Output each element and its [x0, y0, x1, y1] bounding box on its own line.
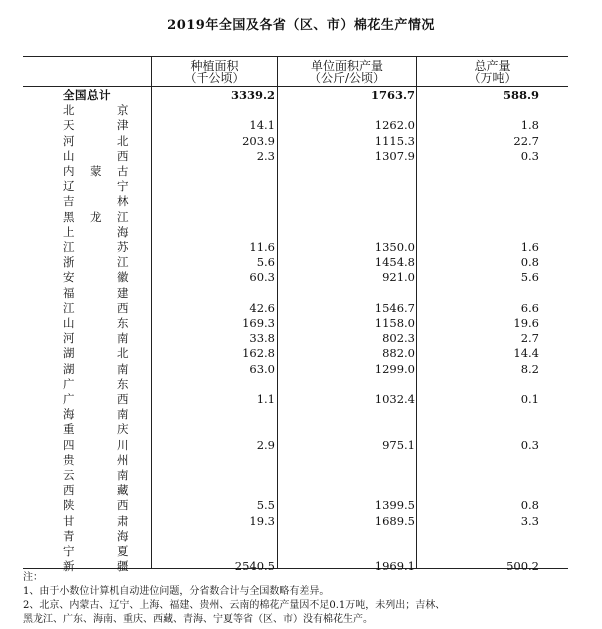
output-value: 3.3 — [520, 513, 539, 528]
region-char: 新 — [63, 559, 75, 574]
notes — [23, 571, 583, 627]
area-value: 60.3 — [249, 270, 275, 285]
output-value: 22.7 — [513, 133, 539, 148]
region-char: 湖 — [63, 361, 75, 376]
header-output-unit: （万吨） — [468, 71, 517, 85]
table-row — [23, 331, 568, 346]
yield-value: 1399.5 — [374, 498, 415, 513]
note-1: 1、由于小数位计算机自动进位问题，分省数合计与全国数略有差异。 — [23, 586, 330, 597]
area-value: 14.1 — [249, 118, 275, 133]
region-char: 河 — [63, 133, 75, 148]
yield-value: 1115.3 — [374, 133, 415, 148]
table-row — [23, 179, 568, 194]
header-area-title: 种植面积 — [190, 59, 239, 73]
table-row — [23, 483, 568, 498]
header-output-title: 总产量 — [474, 59, 511, 73]
region-char: 江 — [63, 240, 75, 254]
region-char: 西 — [117, 300, 129, 315]
region-char: 京 — [117, 103, 129, 118]
table-row — [23, 346, 568, 361]
header-output — [417, 60, 568, 84]
region-char: 州 — [117, 452, 129, 467]
output-value: 1.6 — [520, 240, 539, 254]
region-char: 安 — [63, 270, 75, 285]
area-value: 2.3 — [256, 148, 275, 163]
region-char: 贵 — [63, 452, 75, 467]
region-char: 南 — [117, 468, 129, 482]
yield-value: 1689.5 — [374, 513, 415, 528]
area-value: 33.8 — [249, 331, 275, 346]
region-char: 东 — [117, 316, 129, 330]
output-value: 0.8 — [520, 255, 539, 270]
output-value: 19.6 — [513, 316, 539, 330]
area-value: 203.9 — [242, 133, 275, 148]
region-char: 浙 — [63, 255, 75, 270]
region-char: 川 — [117, 437, 129, 452]
output-value: 6.6 — [520, 300, 539, 315]
area-value: 11.6 — [249, 240, 275, 254]
region-char: 北 — [117, 346, 129, 361]
region-char: 海 — [117, 224, 129, 239]
yield-value: 1969.1 — [374, 559, 415, 574]
region-char: 蒙 — [90, 164, 102, 178]
region-char: 广 — [63, 376, 75, 391]
region-char: 云 — [63, 468, 75, 482]
region-char: 津 — [117, 118, 129, 133]
yield-value: 1158.0 — [374, 316, 415, 330]
region-char: 林 — [117, 194, 129, 209]
region-char: 北 — [63, 103, 75, 118]
table-row — [23, 362, 568, 377]
table-row — [23, 164, 568, 179]
region-char: 山 — [63, 148, 75, 163]
area-value: 162.8 — [242, 346, 275, 361]
area-value: 2540.5 — [234, 559, 275, 574]
yield-value: 975.1 — [382, 437, 415, 452]
area-value: 5.6 — [256, 255, 275, 270]
yield-value: 882.0 — [382, 346, 415, 361]
yield-value: 1454.8 — [374, 255, 415, 270]
area-value: 19.3 — [249, 513, 275, 528]
region-char: 徽 — [117, 270, 129, 285]
area-value: 169.3 — [242, 316, 275, 330]
area-value: 63.0 — [249, 361, 275, 376]
region-char: 南 — [117, 361, 129, 376]
region-char: 黑 — [63, 209, 75, 224]
table-row — [23, 514, 568, 529]
region-char: 重 — [63, 422, 75, 437]
header-area — [152, 60, 277, 84]
table-row — [23, 225, 568, 240]
table-row — [23, 270, 568, 285]
table-row — [23, 544, 568, 559]
yield-value: 1307.9 — [374, 148, 415, 163]
region-char: 江 — [117, 255, 129, 270]
region-char: 西 — [117, 392, 129, 406]
table-row — [23, 316, 568, 331]
output-value: 0.3 — [520, 437, 539, 452]
region-char: 宁 — [117, 179, 129, 194]
region-char: 龙 — [90, 209, 102, 224]
total-output: 588.9 — [502, 88, 539, 102]
region-char: 陕 — [63, 498, 75, 513]
total-area: 3339.2 — [230, 88, 275, 102]
region-char: 海 — [117, 528, 129, 543]
yield-value: 1350.0 — [374, 240, 415, 254]
region-char: 西 — [117, 148, 129, 163]
table-row — [23, 255, 568, 270]
table-row — [23, 240, 568, 255]
yield-value: 1262.0 — [374, 118, 415, 133]
region-char: 苏 — [117, 240, 129, 254]
region-char: 庆 — [117, 422, 129, 437]
top-rule — [23, 56, 568, 57]
region-char: 北 — [117, 133, 129, 148]
yield-value: 1299.0 — [374, 361, 415, 376]
region-char: 南 — [117, 407, 129, 422]
region-char: 宁 — [63, 544, 75, 558]
region-char: 肃 — [117, 513, 129, 528]
area-value: 2.9 — [256, 437, 275, 452]
region-char: 河 — [63, 331, 75, 346]
yield-value: 1032.4 — [374, 392, 415, 406]
notes-label: 注： — [23, 572, 43, 583]
output-value: 2.7 — [520, 331, 539, 346]
region-char: 古 — [117, 164, 129, 178]
region-char: 南 — [117, 331, 129, 346]
table-row — [23, 453, 568, 468]
region-char: 青 — [63, 528, 75, 543]
note-3: 黑龙江、广东、海南、重庆、西藏、青海、宁夏等省（区、市）没有棉花生产。 — [23, 614, 373, 625]
output-value: 500.2 — [506, 559, 539, 574]
region-char: 广 — [63, 392, 75, 406]
table-row — [23, 286, 568, 301]
region-char: 西 — [117, 498, 129, 513]
output-value: 5.6 — [520, 270, 539, 285]
region-char: 建 — [117, 285, 129, 300]
table-row — [23, 210, 568, 225]
table-row — [23, 301, 568, 316]
header-area-unit: （千公顷） — [184, 71, 245, 85]
output-value: 0.3 — [520, 148, 539, 163]
region-char: 福 — [63, 285, 75, 300]
table-row — [23, 118, 568, 133]
area-value: 5.5 — [256, 498, 275, 513]
table-row — [23, 438, 568, 453]
header-yield — [278, 60, 416, 84]
table-row — [23, 194, 568, 209]
area-value: 1.1 — [256, 392, 275, 406]
table-row — [23, 377, 568, 392]
total-label: 全国总计 — [63, 88, 111, 102]
output-value: 0.8 — [520, 498, 539, 513]
region-char: 山 — [63, 316, 75, 330]
region-char: 上 — [63, 224, 75, 239]
table-row — [23, 529, 568, 544]
output-value: 14.4 — [513, 346, 539, 361]
table-row — [23, 468, 568, 483]
output-value: 0.1 — [520, 392, 539, 406]
header-yield-unit: （公斤/公顷） — [308, 71, 386, 85]
note-2: 2、北京、内蒙古、辽宁、上海、福建、贵州、云南的棉花产量因不足0.1万吨，未列出；吉林、 — [23, 600, 446, 611]
yield-value: 921.0 — [382, 270, 415, 285]
header-yield-title: 单位面积产量 — [310, 59, 383, 73]
region-char: 四 — [63, 437, 75, 452]
region-char: 东 — [117, 376, 129, 391]
total-yield: 1763.7 — [370, 88, 415, 102]
table-row — [23, 422, 568, 437]
table-row — [23, 149, 568, 164]
table-title: 2019年全国及各省（区、市）棉花生产情况 — [167, 18, 435, 33]
table-row — [23, 498, 568, 513]
table-row — [23, 103, 568, 118]
table-row — [23, 134, 568, 149]
output-value: 1.8 — [520, 118, 539, 133]
header-rule — [23, 86, 568, 87]
table-row-total — [23, 88, 568, 103]
output-value: 8.2 — [520, 361, 539, 376]
area-value: 42.6 — [249, 300, 275, 315]
region-char: 夏 — [117, 544, 129, 558]
table-row — [23, 392, 568, 407]
region-char: 江 — [63, 300, 75, 315]
region-char: 内 — [63, 164, 75, 178]
region-char: 辽 — [63, 179, 75, 194]
region-char: 西 — [63, 483, 75, 498]
yield-value: 1546.7 — [374, 300, 415, 315]
region-char: 甘 — [63, 513, 75, 528]
region-char: 湖 — [63, 346, 75, 361]
region-char: 疆 — [117, 559, 129, 574]
region-char: 天 — [63, 118, 75, 133]
yield-value: 802.3 — [382, 331, 415, 346]
table-row — [23, 407, 568, 422]
region-char: 藏 — [117, 483, 129, 498]
region-char: 江 — [117, 209, 129, 224]
region-char: 海 — [63, 407, 75, 422]
region-char: 吉 — [63, 194, 75, 209]
